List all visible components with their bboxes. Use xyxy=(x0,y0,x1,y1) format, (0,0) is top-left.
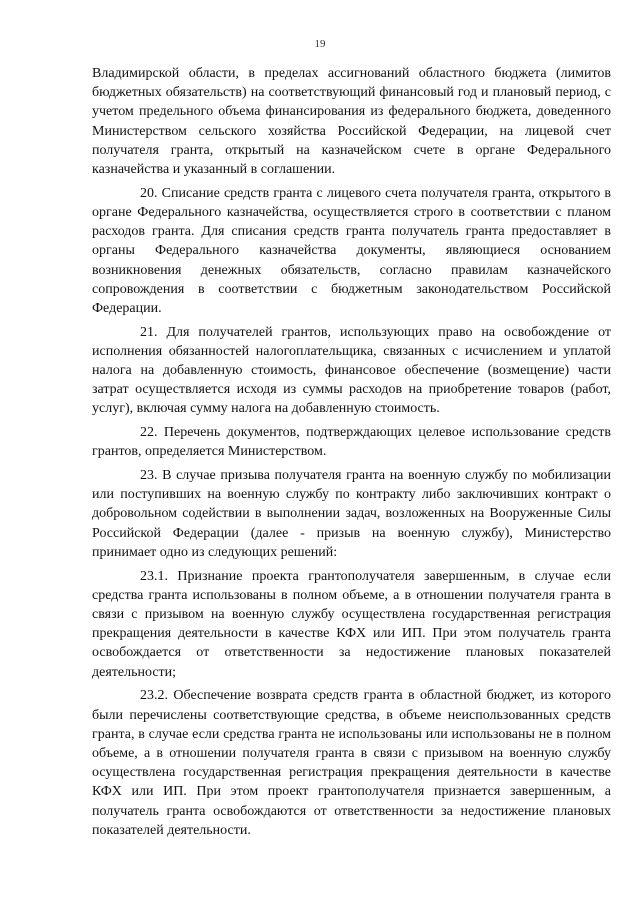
paragraph-21: 21. Для получателей грантов, использующих право на освобождение от исполнения обязанностей налогоплательщика, связанных с исчислением и уплатой налога на добавленную стоимость, финансовое обеспечение (возмещение) части затрат осуществляется исходя из суммы расходов на приобретение товаров (работ, услуг), включая сумму налога на добавленную стоимость. xyxy=(92,324,611,417)
paragraph-23-2: 23.2. Обеспечение возврата средств гранта в областной бюджет, из которого были перечислены соответствующие средства, в объеме неиспользованных средств гранта, в случае если средства гранта не использованы или использованы не в полном объеме, а в отношении получателя гранта в связи с призывом на военную службу осуществлена государственная регистрация прекращения деятельности в качестве КФХ или ИП. При этом проект грантополучателя признается завершенным, а получатель гранта освобождаются от ответственности за недостижение плановых показателей деятельности. xyxy=(92,688,611,838)
paragraph-22: 22. Перечень документов, подтверждающих целевое использование средств грантов, определяется Министерством. xyxy=(92,425,611,460)
page-number: 19 xyxy=(314,38,326,50)
paragraph-23: 23. В случае призыва получателя гранта на военную службу по мобилизации или поступивших на военную службу по контракту либо заключивших контракт о добровольном содействии в выполнении задач, возложенных на Вооруженные Силы Российской Федерации (далее - призыв на военную службу), Министерство принимает одно из следующих решений: xyxy=(92,468,611,560)
document-body xyxy=(92,64,611,844)
paragraph-23-1: 23.1. Признание проекта грантополучателя завершенным, в случае если средства гранта использованы в полном объеме, а в отношении получателя гранта в связи с призывом на военную службу осуществлена государственная регистрация прекращения деятельности в качестве КФХ или ИП. При этом получатель гранта освобождается от ответственности за недостижение плановых показателей деятельности; xyxy=(92,568,611,680)
paragraph-20: 20. Списание средств гранта с лицевого счета получателя гранта, открытого в органе Федерального казначейства, осуществляется строго в соответствии с планом расходов гранта. Для списания средств гранта получатель гранта предоставляет в органы Федерального казначейства документы, являющиеся основанием возникновения денежных обязательств, согласно правилам казначейского сопровождения в соответствии с бюджетным законодательством Российской Федерации. xyxy=(92,185,611,316)
paragraph-continuation: Владимирской области, в пределах ассигнований областного бюджета (лимитов бюджетных обязательств) на соответствующий финансовый год и плановый период, с учетом предельного объема финансирования из федерального бюджета, доведенного Министерством сельского хозяйства Российской Федерации, на лицевой счет получателя гранта, открытый на казначейском счете в органе Федерального казначейства и указанный в соглашении. xyxy=(92,66,611,178)
